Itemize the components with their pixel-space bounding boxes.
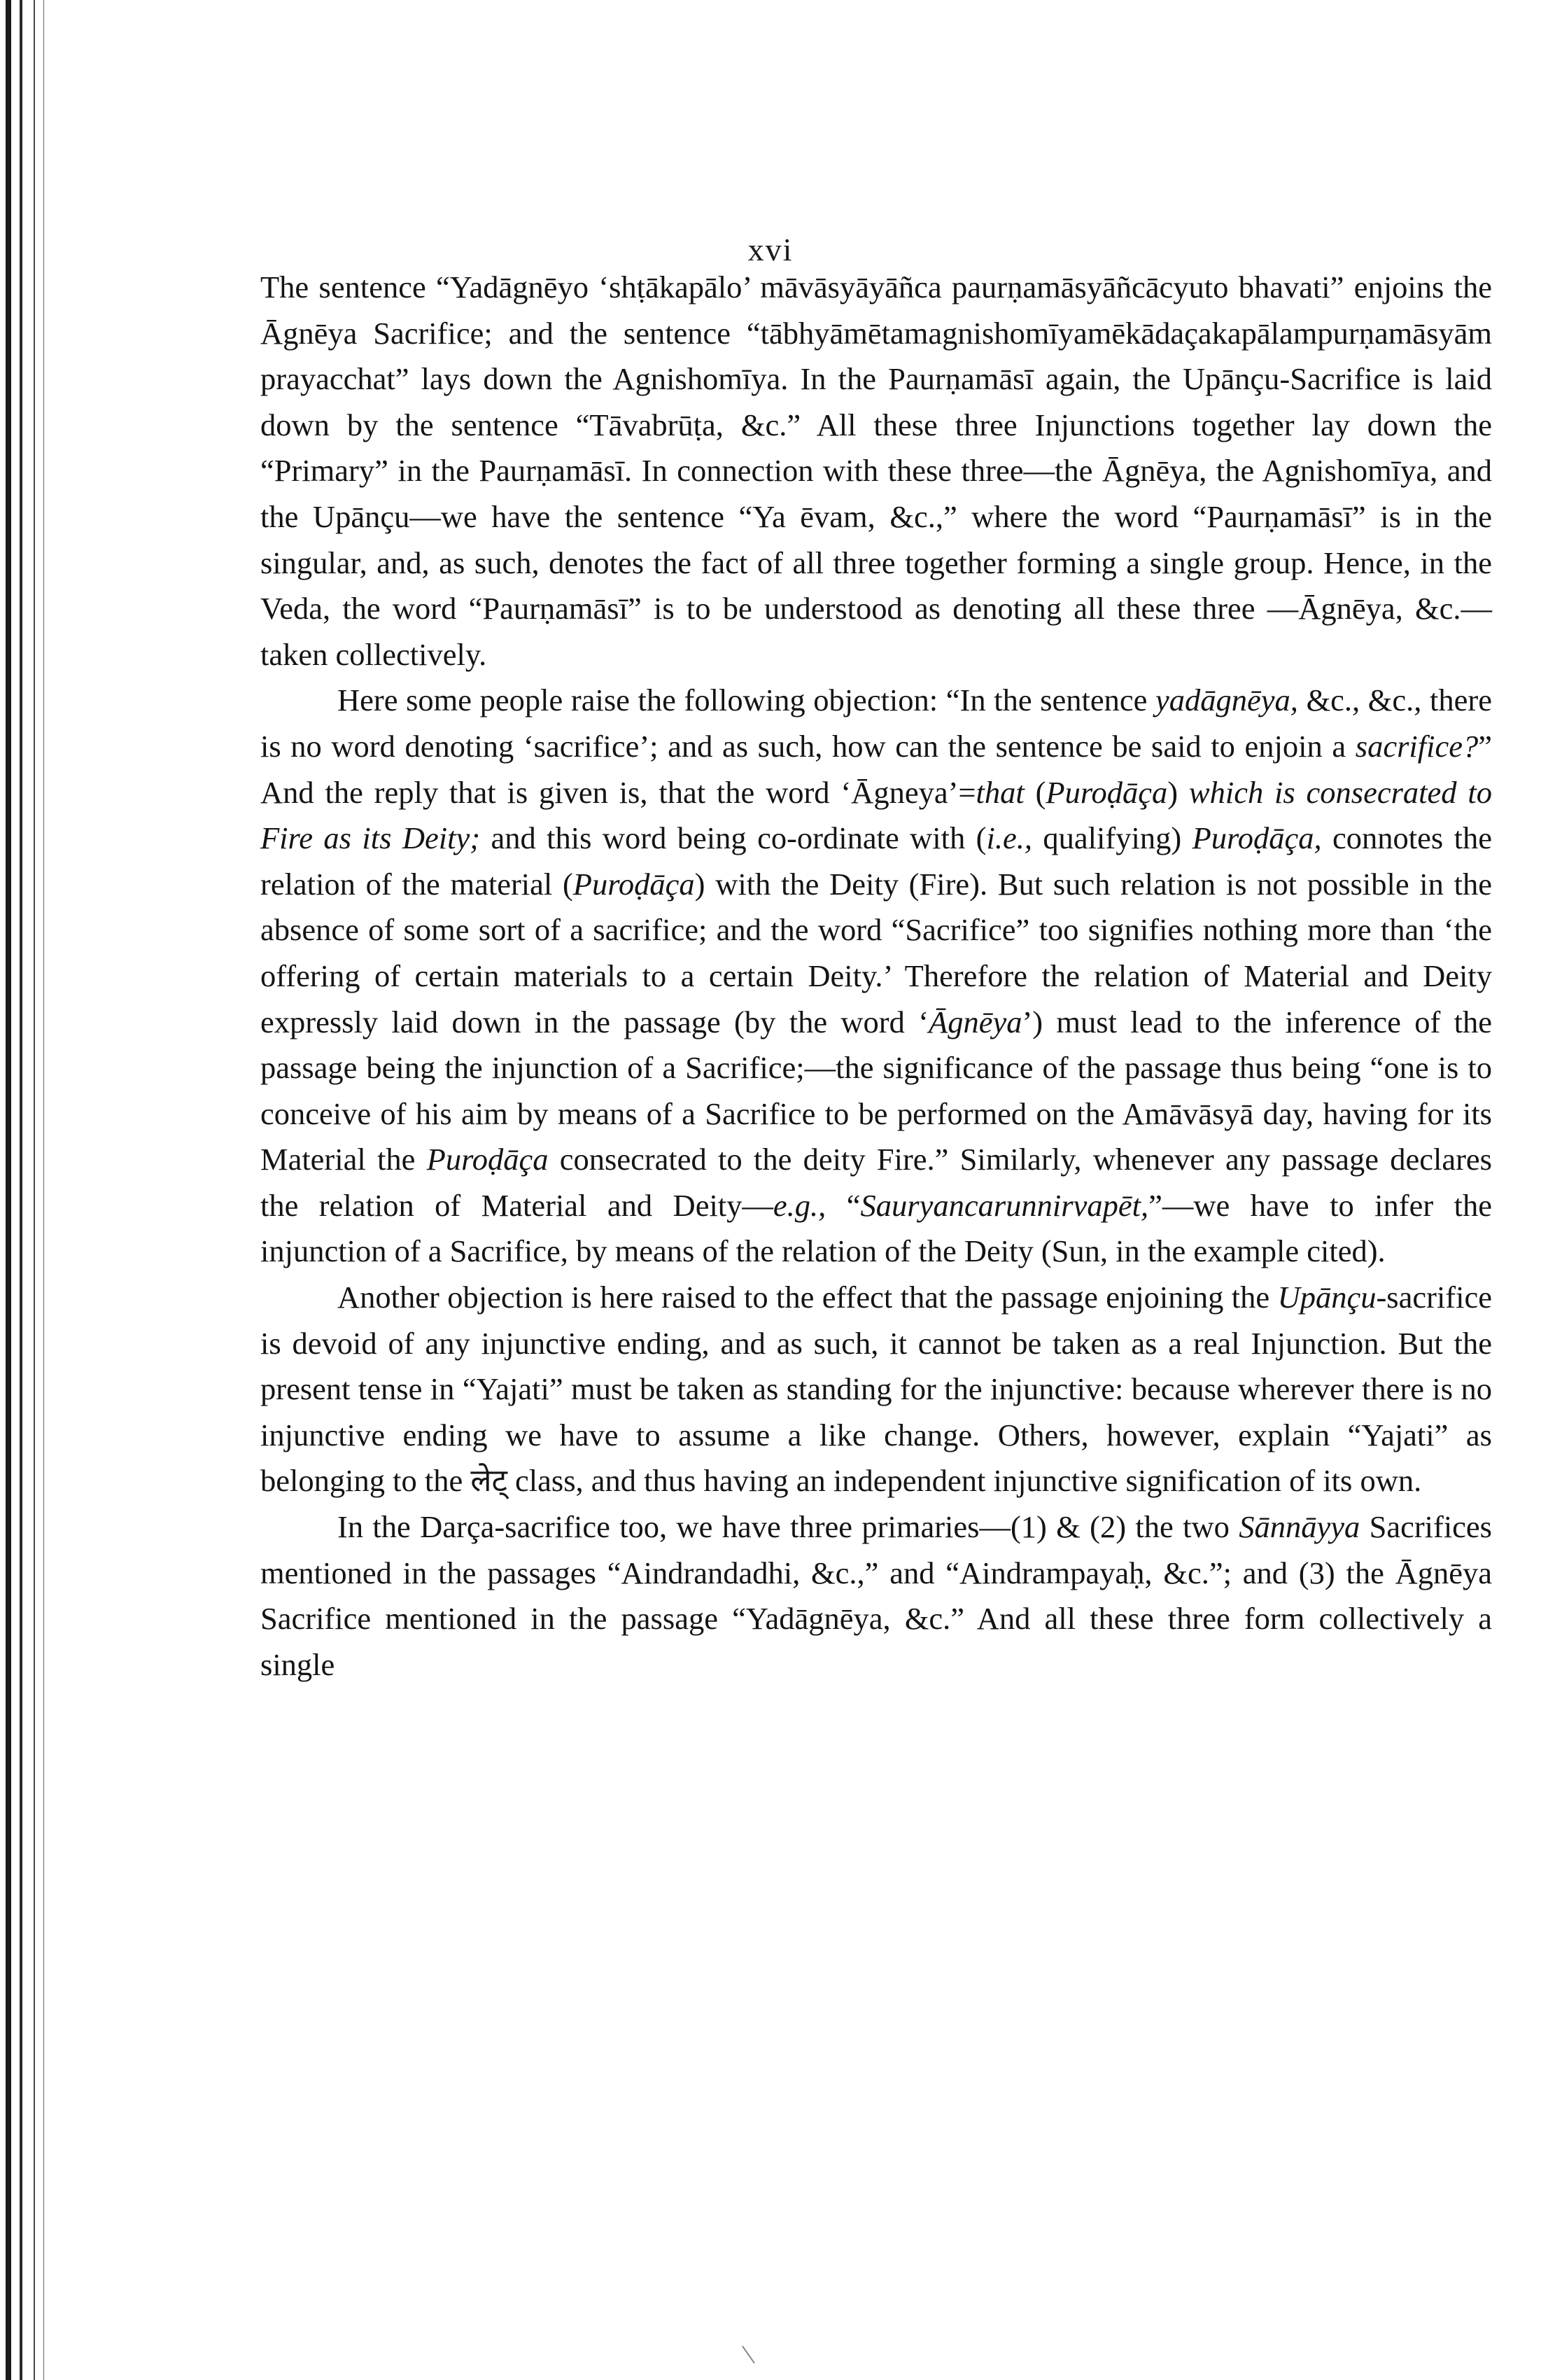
text-run: qualifying): [1032, 820, 1192, 856]
italic-text: yadāgnēya,: [1155, 682, 1298, 718]
text-run: ): [1167, 774, 1189, 810]
paragraph: [260, 1504, 1492, 1688]
italic-text: i.e.,: [986, 820, 1032, 856]
text-run: ” And the reply that is given is, that the word ‘Āgneya’=: [260, 728, 1492, 810]
text-run: Here some people raise the following objection: “In the sentence: [337, 682, 1156, 718]
text-run: consecrated to the deity Fire.” Similarly, whenever any passage declares the relation of Material and Deity—: [260, 1142, 1492, 1223]
text-run: connotes the relation of the material (: [260, 820, 1492, 902]
paragraph: [260, 265, 1492, 678]
text-run: “: [826, 1187, 861, 1223]
italic-text: Sānnāyya: [1239, 1509, 1360, 1545]
text-run: ”—we have to infer the injunction of a Sacrifice, by means of the relation of the Deity (Sun, in the example cited).: [260, 1187, 1492, 1269]
italic-text: Āgnēya: [929, 1004, 1022, 1040]
italic-text: sacrifice?: [1355, 728, 1479, 764]
page-number: xvi: [747, 232, 794, 267]
italic-text: Upānçu: [1277, 1280, 1377, 1315]
italic-text: Puroḍāça: [1046, 774, 1168, 810]
text-run: and this word being co-ordinate with (: [480, 820, 987, 856]
paragraph: [260, 1275, 1492, 1504]
text-run: ) with the Deity (Fire). But such relation is not possible in the absence of some sort of a sacrifice; and the word “Sacrifice” too signifies nothing more than ‘the offering of certain materials to a certain Deity.’ Therefore the relation of Material and Deity expressly laid down in the passage (by the word ‘: [260, 866, 1492, 1040]
text-run: The sentence “Yadāgnēyo ‘shṭākapālo’ māvāsyāyāñca paurṇamāsyāñcācyuto bhavati” enjoins the Āgnēya Sacrifice; and the sentence “tābhyāmētamagnishomīyamēkādaçakapālampurṇamāsyām prayacchat” lays down the Agnishomīya. In the Paurṇamāsī again, the Upānçu-Sacrifice is laid down by the sentence “Tāvabrūṭa, &c.” All these three Injunctions together lay down the “Primary” in the Paurṇamāsī. In connection with these three—the Āgnēya, the Agnishomīya, and the Upānçu—we have the sentence “Ya ēvam, &c.,” where the word “Paurṇamāsī” is in the singular, and, as such, denotes the fact of all three together forming a single group. Hence, in the Veda, the word “Paurṇamāsī” is to be understood as denoting all these three —Āgnēya, &c.—taken collectively.: [260, 270, 1492, 672]
italic-text: Sauryancarunnirvapēt,: [860, 1187, 1149, 1223]
stray-pen-mark: [742, 2340, 763, 2364]
scan-binding-edge: [0, 0, 59, 2380]
italic-text: e.g.,: [773, 1187, 826, 1223]
body-text: [260, 265, 1492, 1688]
text-run: In the Darça-sacrifice too, we have three primaries—(1) & (2) the two: [337, 1509, 1239, 1545]
text-run: (: [1024, 774, 1046, 810]
paragraph: [260, 678, 1492, 1275]
text-run: Sacrifices mentioned in the passages “Aindrandadhi, &c.,” and “Aindrampayaḥ, &c.”; and (3) the Āgnēya Sacrifice mentioned in the passage “Yadāgnēya, &c.” And all these three form collectively a single: [260, 1509, 1493, 1682]
italic-text: Puroḍāça: [572, 866, 695, 902]
text-run: Another objection is here raised to the effect that the passage enjoining the: [337, 1280, 1278, 1315]
italic-text: Puroḍāça: [426, 1142, 549, 1177]
text-run: -sacrifice is devoid of any injunctive ending, and as such, it cannot be taken as a real Injunction. But the present tense in “Yajati” must be taken as standing for the injunctive: because wherever there is no injunctive ending we have to assume a like change. Others, however, explain “Yajati” as belonging to the लेट् class, and thus having an independent injunctive signification of its own.: [260, 1280, 1492, 1499]
text-run: &c., &c., there is no word denoting ‘sacrifice’; and as such, how can the sentence be said to enjoin a: [260, 682, 1492, 764]
italic-text: that: [976, 774, 1025, 810]
text-run: ’) must lead to the inference of the passage being the injunction of a Sacrifice;—the significance of the passage thus being “one is to conceive of his aim by means of a Sacrifice to be performed on the Amāvāsyā day, having for its Material the: [260, 1004, 1493, 1177]
italic-text: which is consecrated to Fire as its Deity;: [260, 774, 1492, 856]
italic-text: Puroḍāça,: [1192, 820, 1322, 856]
